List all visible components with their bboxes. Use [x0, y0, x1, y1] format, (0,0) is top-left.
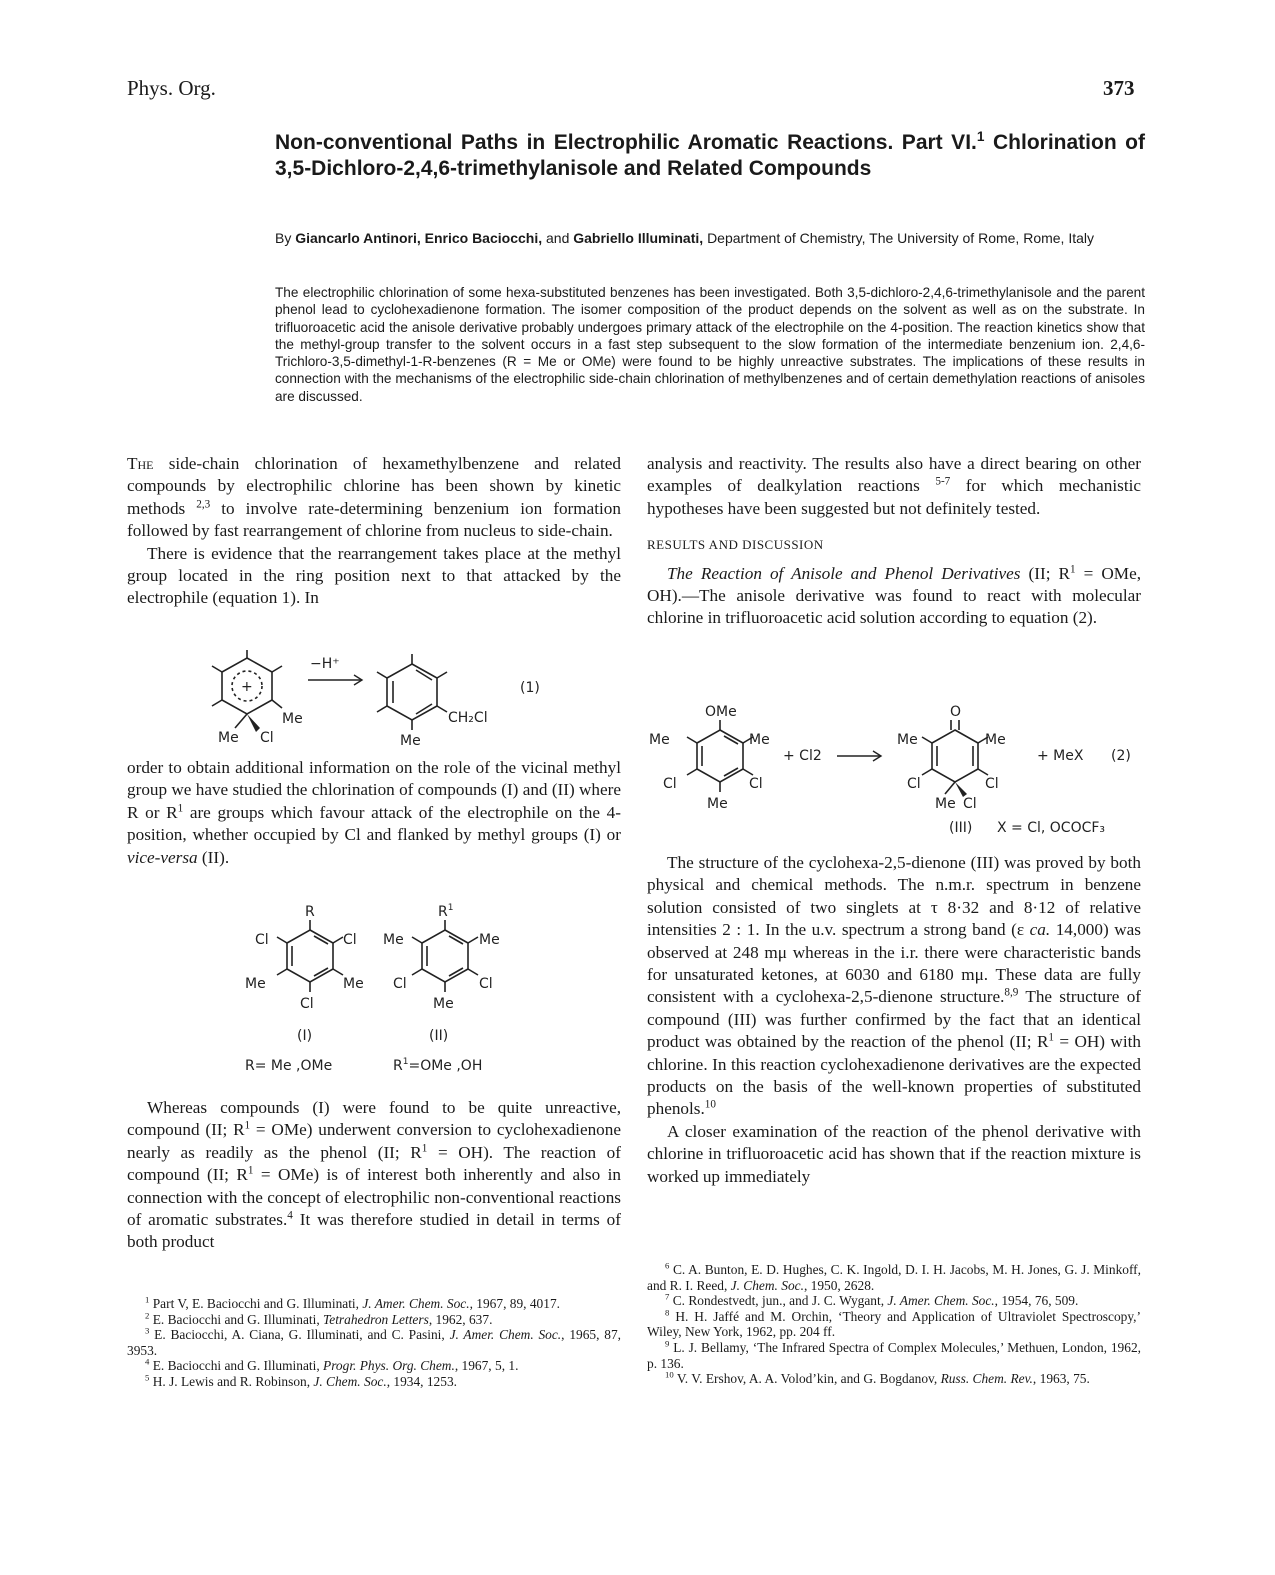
compound-3-label: (III) — [949, 820, 973, 836]
text: The structure of compound (III) was further confirmed by the fact that an identical product was obtained by the reaction of the phenol (II; R — [647, 987, 1142, 1052]
footnote — [647, 1293, 1141, 1309]
superscript: 1 — [1048, 1031, 1054, 1044]
text: analysis and reactivity. The results also have a direct bearing on other examples of dealkylation reactions — [647, 454, 1141, 496]
equation-2-figure — [645, 700, 1145, 840]
footnote — [647, 1371, 1141, 1387]
footnote-number: 9 — [665, 1338, 670, 1349]
cl-label: Cl — [749, 776, 763, 792]
compounds-figure — [235, 900, 525, 1080]
text: Part V, E. Baciocchi and G. Illuminati, — [152, 1296, 363, 1311]
text: E. Baciocchi and G. Illuminati, — [152, 1358, 324, 1374]
text: L. J. Bellamy, ‘The Infrared Spectra of Complex Molecules,’ Methuen, London, 1962, p. 136. — [647, 1339, 1141, 1371]
footnotes-right — [647, 1262, 1141, 1387]
title-rest: Chlorination of 3,5-Dichloro-2,4,6-trimethylanisole and Related Compounds — [275, 131, 1145, 180]
footnote-number: 2 — [145, 1310, 150, 1321]
footnote — [127, 1312, 621, 1328]
superscript: 1 — [247, 1164, 254, 1177]
text: V. V. Ershov, A. A. Volod’kin, and G. Bogdanov, — [676, 1371, 941, 1387]
ome-label: OMe — [705, 704, 737, 720]
cl-label: Cl — [479, 976, 493, 992]
cl-label: Cl — [300, 996, 314, 1012]
footnote-number: 5 — [145, 1372, 150, 1383]
journal: J. Amer. Chem. Soc. — [362, 1296, 470, 1311]
and-label: and — [546, 230, 570, 246]
text: , 1967, 5, 1. — [454, 1358, 519, 1374]
by-label: By — [275, 230, 292, 246]
cl-label: Cl — [907, 776, 921, 792]
wedge-bond — [247, 714, 260, 732]
text: , 1965, 87, 3953. — [127, 1327, 621, 1358]
paper-title — [275, 130, 1145, 182]
me-label: Me — [400, 733, 421, 749]
text: , 1950, 2628. — [803, 1277, 875, 1293]
text: H. H. Jaffé and M. Orchin, ‘Theory and Application of Ultraviolet Spectroscopy,’ Wiley, New York, 1962, pp. 204 ff. — [647, 1308, 1141, 1340]
footnote — [127, 1374, 621, 1390]
ref-mark: 8,9 — [1004, 986, 1019, 999]
dienone-ring — [922, 720, 988, 794]
text: for which mechanistic hypotheses have been suggested but not definitely tested. — [647, 476, 1141, 518]
text: , 1934, 1253. — [386, 1373, 457, 1389]
superscript: 1 — [244, 1119, 251, 1132]
journal: J. Amer. Chem. Soc. — [887, 1293, 995, 1309]
me-label: Me — [218, 730, 239, 746]
title-main: Non-conventional Paths in Electrophilic Aromatic Reactions. Part VI. — [275, 131, 977, 154]
journal: Russ. Chem. Rev. — [940, 1371, 1033, 1387]
footnote-number: 10 — [665, 1369, 674, 1380]
text: The structure of the cyclohexa-2,5-dienone (III) was proved by both physical and chemical methods. The n.m.r. spectrum in benzene solution consisted of two singlets at τ 8·32 and 8·12 of relative intensities 2 : 1. In the u.v. spectrum a strong band (ε — [647, 853, 1141, 940]
me-label: Me — [707, 796, 728, 812]
italic-text: vice-versa — [127, 847, 198, 867]
compound-1-label: (I) — [297, 1028, 313, 1044]
cl-label: Cl — [985, 776, 999, 792]
text: (II; R — [1020, 563, 1070, 583]
compound-2-definition: $R^1=OMe$ ,OH — [393, 1057, 483, 1074]
footnote — [647, 1309, 1141, 1340]
ref-mark: 2,3 — [196, 498, 211, 511]
r1-label: $R^1$ — [438, 903, 454, 920]
me-label: Me — [479, 932, 500, 948]
plus-charge: + — [241, 679, 253, 695]
compound-1-ring — [277, 920, 343, 992]
footnote-number: 8 — [665, 1307, 670, 1318]
italic-text: ca. — [1029, 920, 1051, 940]
r-label: R — [305, 904, 315, 920]
intro-paragraph — [127, 453, 621, 543]
ref-mark: 5-7 — [935, 475, 951, 488]
left-column-lower — [127, 1097, 621, 1254]
x-definition: X = Cl, OCOCF₃ — [997, 820, 1106, 836]
page-number: 373 — [1103, 76, 1135, 100]
paragraph — [647, 453, 1141, 520]
byproduct: + MeX — [1037, 748, 1084, 764]
text: , 1967, 89, 4017. — [469, 1296, 560, 1311]
text: Whereas compounds (I) were found to be quite unreactive, compound (II; R — [127, 1098, 621, 1140]
paragraph: There is evidence that the rearrangement takes place at the methyl group located in the ring position next to that attacked by the electrophile (equation 1). In — [127, 543, 621, 608]
text: = OMe, OH).—The anisole derivative was found to react with molecular chlorine in trifluoroacetic acid solution according to equation (2). — [647, 563, 1141, 628]
footnote-number: 4 — [145, 1356, 150, 1367]
footnote — [127, 1296, 621, 1312]
journal: J. Amer. Chem. Soc. — [449, 1327, 562, 1343]
equation-number: (2) — [1111, 748, 1131, 764]
text: , 1954, 76, 509. — [994, 1293, 1079, 1309]
cl-label: Cl — [343, 932, 357, 948]
right-column-lower — [647, 852, 1141, 1188]
author-line — [275, 229, 1145, 247]
me-label: Me — [245, 976, 266, 992]
text: , 1962, 637. — [428, 1311, 493, 1327]
footnote — [127, 1358, 621, 1374]
title-footnote-mark: 1 — [976, 129, 985, 144]
text: C. Rondestvedt, jun., and J. C. Wygant, — [672, 1293, 888, 1309]
journal-section: Phys. Org. — [127, 76, 216, 100]
paragraph — [647, 852, 1141, 1121]
superscript: 1 — [421, 1142, 428, 1155]
wedge-bond — [955, 782, 967, 797]
compound-1-definition: R= Me ,OMe — [245, 1058, 333, 1074]
journal: J. Chem. Soc. — [730, 1277, 804, 1293]
footnote-number: 7 — [665, 1291, 670, 1302]
text: are groups which favour attack of the electrophile on the 4-position, whether occupied by Cl and flanked by methyl groups (I) or — [127, 802, 621, 845]
me-label: Me — [749, 732, 770, 748]
equation-number: (1) — [520, 680, 540, 696]
footnotes-left — [127, 1296, 621, 1390]
me-label: Me — [383, 932, 404, 948]
paragraph — [647, 563, 1141, 630]
text: E. Baciocchi and G. Illuminati, — [152, 1311, 324, 1327]
subsection-title: The Reaction of Anisole and Phenol Derivatives — [667, 563, 1021, 583]
equation-1-figure — [190, 650, 560, 760]
section-heading: RESULTS AND DISCUSSION — [647, 537, 824, 553]
right-column-top — [647, 453, 1141, 630]
superscript: 1 — [177, 802, 184, 815]
me-label: Me — [282, 711, 303, 727]
footnote-number: 1 — [145, 1294, 150, 1305]
product-ring — [377, 654, 447, 730]
compound-2-ring — [412, 920, 478, 992]
text: to involve rate-determining benzenium ion formation followed by fast rearrangement of chlorine from nucleus to side-chain. — [127, 498, 621, 541]
journal: Progr. Phys. Org. Chem. — [323, 1358, 455, 1374]
me-label: Me — [935, 796, 956, 812]
me-label: Me — [433, 996, 454, 1012]
text: = OH). The reaction of compound (II; R — [127, 1142, 621, 1185]
lead-word: The — [127, 454, 154, 473]
superscript: 1 — [1069, 562, 1076, 575]
affiliation: Department of Chemistry, The University of Rome, Rome, Italy — [707, 230, 1095, 246]
cl-label: Cl — [393, 976, 407, 992]
ch2cl-label: CH₂Cl — [448, 710, 488, 726]
ref-mark: 4 — [287, 1209, 293, 1222]
cl-label: Cl — [663, 776, 677, 792]
compound-2-label: (II) — [429, 1028, 449, 1044]
author-names: Giancarlo Antinori, Enrico Baciocchi, — [295, 230, 543, 246]
text: = OH) with chlorine. In this reaction cyclohexadienone derivatives are the expected products on the basis of the well-known properties of substituted phenols. — [647, 1032, 1141, 1119]
text: It was therefore studied in detail in terms of both product — [127, 1210, 621, 1252]
abstract: The electrophilic chlorination of some hexa-substituted benzenes has been investigated. Both 3,5-dichloro-2,4,6-trimethylanisole and the parent phenol lead to cyclohexadienone formation. The isomer composition of the product depends on the solvent as well as on the substrate. In trifluoroacetic acid the anisole derivative probably undergoes primary attack of the electrophile on the 4-position. The reaction kinetics show that the methyl-group transfer to the solvent occurs in a fast step subsequent to the slow formation of the intermediate benzenium ion. 2,4,6-Trichloro-3,5-dimethyl-1-R-benzenes (R = Me or OMe) were found to be highly unreactive substrates. The implications of these results in connection with the mechanisms of the electrophilic side-chain chlorination of methylbenzenes and of certain demethylation reactions of anisoles are discussed. — [275, 285, 1145, 404]
cl-label: Cl — [963, 796, 977, 812]
text: = OMe) is of interest both inherently and also in connection with the concept of electrophilic non-conventional reactions of aromatic substrates. — [127, 1165, 621, 1230]
footnote — [647, 1262, 1141, 1293]
oxygen-label: O — [950, 704, 962, 720]
me-label: Me — [985, 732, 1006, 748]
paragraph — [127, 1097, 621, 1254]
footnote-number: 6 — [665, 1260, 670, 1271]
footnote-number: 3 — [145, 1325, 150, 1336]
cl-label: Cl — [255, 932, 269, 948]
text: (II). — [197, 847, 230, 867]
paragraph: A closer examination of the reaction of the phenol derivative with chlorine in trifluoroacetic acid has shown that if the reaction mixture is worked up immediately — [647, 1121, 1141, 1186]
me-label: Me — [649, 732, 670, 748]
text: side-chain chlorination of hexamethylbenzene and related compounds by electrophilic chlorine has been shown by kinetic methods — [127, 454, 621, 518]
ref-mark: 10 — [704, 1098, 716, 1111]
journal: J. Chem. Soc. — [313, 1373, 387, 1389]
chlorine-reagent: + Cl2 — [783, 748, 822, 764]
text: , 1963, 75. — [1032, 1371, 1090, 1387]
arrow-label: −H⁺ — [310, 656, 340, 672]
footnote — [647, 1340, 1141, 1371]
text: H. J. Lewis and R. Robinson, — [152, 1373, 314, 1389]
left-column-intro — [127, 453, 621, 610]
text: E. Baciocchi, A. Ciana, G. Illuminati, and C. Pasini, — [154, 1327, 450, 1343]
author-last: Gabriello Illuminati, — [573, 230, 704, 246]
journal: Tetrahedron Letters — [323, 1311, 429, 1327]
text: C. A. Bunton, E. D. Hughes, C. K. Ingold, D. I. H. Jacobs, M. H. Jones, G. J. Minkoff, and R. I. Reed, — [647, 1262, 1141, 1293]
left-column-mid — [127, 757, 621, 869]
text: order to obtain additional information on the role of the vicinal methyl group we have studied the chlorination of compounds (I) and (II) where R or R — [127, 758, 621, 822]
footnote — [127, 1327, 621, 1358]
cl-label: Cl — [260, 730, 274, 746]
me-label: Me — [343, 976, 364, 992]
text: 14,000) was observed at 248 mμ whereas in the i.r. there were characteristic bands for unsaturated ketones, at 6030 and 6180 mμ. These data are fully consistent with a cyclohexa-2,5-dienone structure. — [647, 920, 1141, 1007]
me-label: Me — [897, 732, 918, 748]
anisole-ring — [687, 720, 753, 792]
text: = OMe) underwent conversion to cyclohexadienone nearly as readily as the phenol (II; R — [127, 1120, 621, 1162]
paragraph — [127, 757, 621, 869]
